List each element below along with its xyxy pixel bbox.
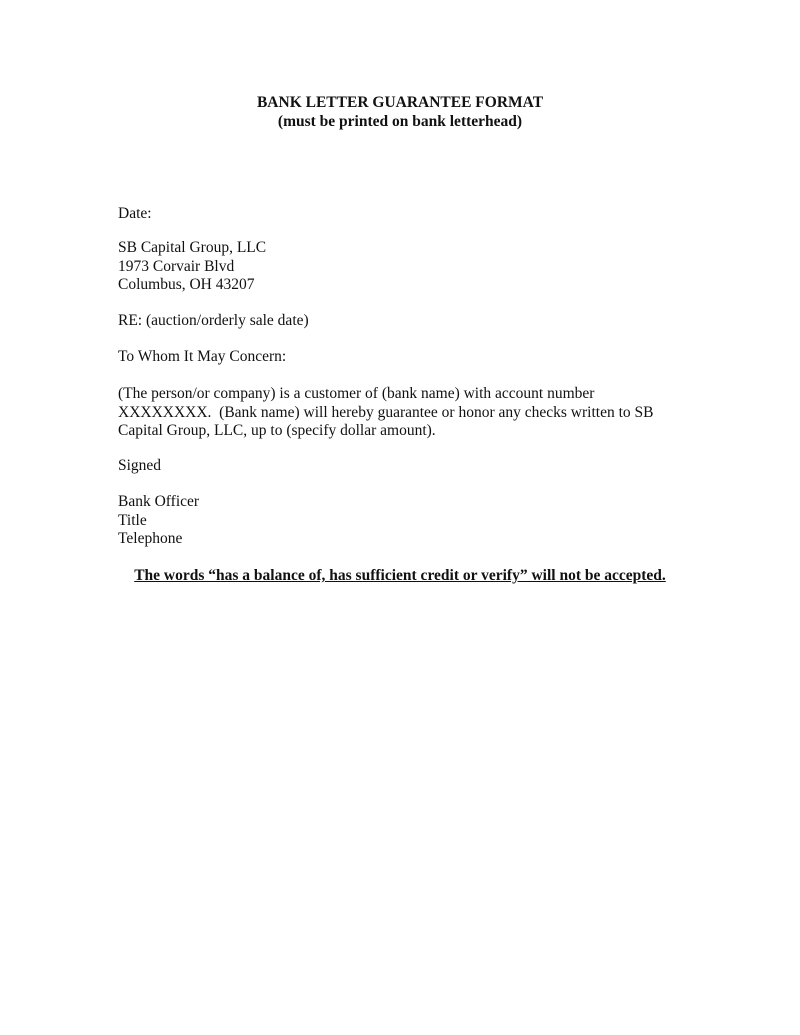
signer-officer: Bank Officer [118,493,200,510]
header [0,93,800,131]
recipient-street: 1973 Corvair Blvd [118,257,235,275]
salutation [118,348,698,367]
signer-block [118,493,698,549]
signed-line [118,457,698,476]
recipient-name: SB Capital Group, LLC [118,239,267,256]
signed-label: Signed [118,457,162,474]
document-subtitle: (must be printed on bank letterhead) [277,113,523,130]
body-line: (The person/or company) is a customer of (bank name) with account number [118,385,595,402]
salutation-text: To Whom It May Concern: [118,348,287,365]
date-label: Date: [118,205,152,222]
signer-title: Title [118,511,147,529]
body-line: XXXXXXXX. (Bank name) will hereby guarantee or honor any checks written to SB [118,403,654,421]
notice-text: The words “has a balance of, has sufficient credit or verify” will not be accepted. [134,567,666,584]
document-title: BANK LETTER GUARANTEE FORMAT [256,94,544,111]
date-line [118,205,698,224]
recipient-address [118,239,698,295]
body-line: Capital Group, LLC, up to (specify dollar amount). [118,422,436,439]
re-line [118,312,698,331]
signer-telephone: Telephone [118,530,183,547]
body-paragraph [118,385,698,441]
re-text: RE: (auction/orderly sale date) [118,312,309,329]
recipient-city-state-zip: Columbus, OH 43207 [118,276,255,293]
